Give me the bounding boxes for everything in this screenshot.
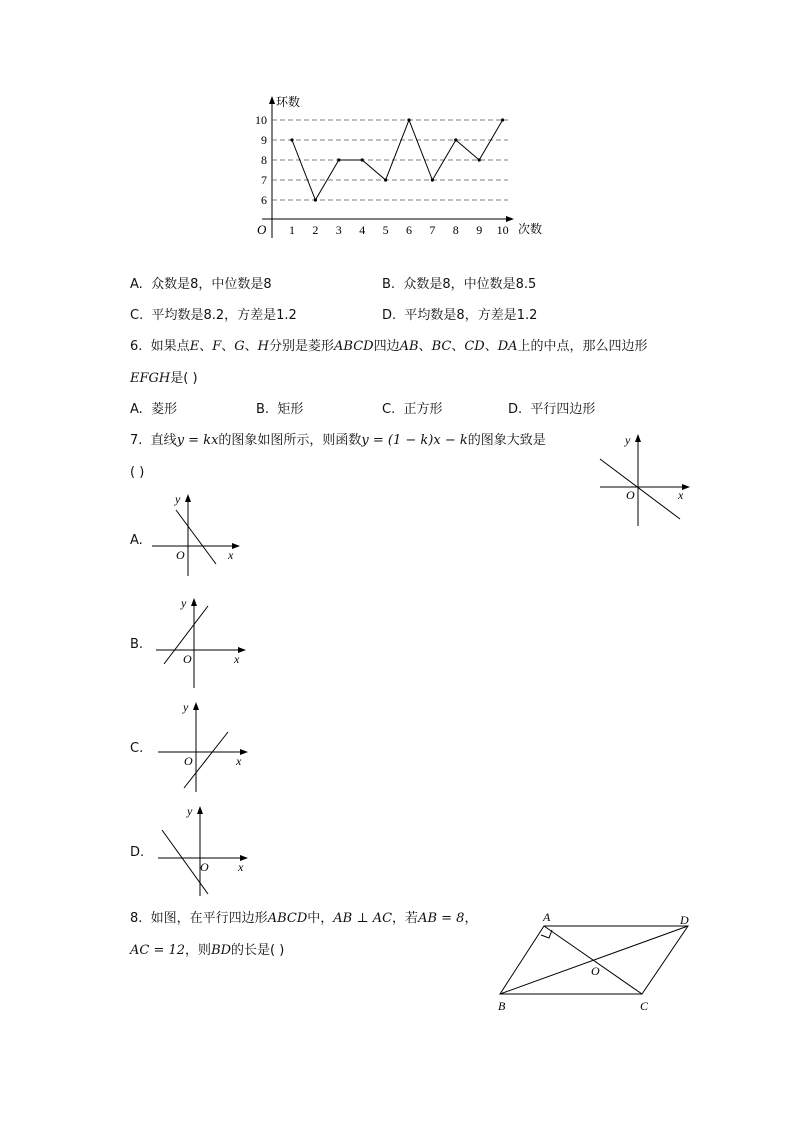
x-tick-label: 9 — [476, 223, 483, 237]
origin-label: O — [176, 548, 185, 562]
x-label: x — [234, 652, 240, 666]
q7-option-c-letter[interactable] — [130, 740, 143, 758]
q8-text: 中， — [307, 911, 334, 926]
q8-text: 如图，在平行四边形 — [150, 911, 268, 926]
question-number: 8. — [130, 911, 143, 926]
y-axis-arrow — [635, 434, 641, 442]
data-point — [454, 138, 457, 141]
data-point — [501, 118, 504, 121]
y-label: y — [175, 492, 181, 506]
x-tick-label: 5 — [382, 223, 389, 237]
x-label: x — [236, 754, 242, 768]
q6-stem-line2 — [130, 370, 198, 388]
y-axis-arrow — [269, 96, 275, 104]
q6-math: CD — [464, 339, 485, 354]
question-number: 7. — [130, 433, 143, 448]
q7-option-d-letter[interactable] — [130, 844, 144, 862]
data-point — [361, 158, 364, 161]
y-axis-arrow — [193, 702, 199, 710]
q7-reference-graph — [594, 428, 694, 528]
y-axis-arrow — [185, 494, 191, 502]
q7-text: 的图象如图所示，则函数 — [218, 433, 362, 448]
option-letter: A. — [130, 402, 143, 417]
x-axis-arrow — [506, 216, 514, 222]
q8-stem-line1 — [130, 910, 477, 928]
vertex-a-label: A — [543, 910, 551, 924]
data-point — [314, 198, 317, 201]
x-axis-title: 次数 — [518, 222, 543, 236]
y-label: y — [625, 433, 631, 447]
q7-stem-line1 — [130, 432, 546, 450]
data-point — [290, 138, 293, 141]
q7-option-a-letter[interactable] — [130, 532, 143, 550]
option-text: 平均数是8.2，方差是1.2 — [151, 308, 297, 323]
y-label: y — [183, 700, 189, 714]
question-number: 6. — [130, 339, 143, 354]
q8-math: AC = 12 — [130, 943, 186, 958]
data-point — [337, 158, 340, 161]
option-letter: C. — [130, 308, 144, 323]
q7-blank: ( ) — [130, 465, 145, 480]
q6-text: 四边 — [373, 339, 400, 354]
right-angle-mark — [541, 930, 552, 938]
x-label: x — [238, 860, 244, 874]
option-letter: B. — [256, 402, 270, 417]
q7-text: 的图象大致是 — [467, 433, 546, 448]
q6-option-b[interactable] — [256, 401, 303, 419]
q8-stem-line2 — [130, 942, 284, 960]
y-axis-title: 环数 — [276, 95, 301, 109]
q6-text: 是( ) — [170, 371, 198, 386]
q5-option-a[interactable] — [130, 276, 272, 294]
x-label: x — [228, 548, 234, 562]
y-label: y — [187, 804, 193, 818]
option-letter: D. — [382, 308, 397, 323]
q8-math: BD — [211, 943, 232, 958]
y-tick-label: 6 — [261, 193, 267, 207]
data-point — [407, 118, 410, 121]
q6-math: EFGH — [130, 371, 171, 386]
option-text: 众数是8，中位数是8.5 — [403, 277, 537, 292]
q6-text: 、 — [244, 339, 258, 354]
x-tick-label: 10 — [496, 223, 509, 237]
option-text: 矩形 — [277, 402, 304, 417]
q5-option-d[interactable] — [382, 307, 537, 325]
q8-math: AB ⊥ AC — [333, 911, 393, 926]
y-tick-label: 9 — [261, 133, 267, 147]
x-tick-label: 6 — [406, 223, 412, 237]
y-tick-label: 8 — [261, 153, 267, 167]
option-letter: C. — [130, 741, 144, 756]
option-letter: A. — [130, 277, 143, 292]
q8-text: ，则 — [185, 943, 212, 958]
q6-text: 如果点 — [150, 339, 190, 354]
option-text: 正方形 — [403, 402, 443, 417]
q8-text: ， — [464, 911, 478, 926]
x-tick-label: 7 — [429, 223, 436, 237]
q7-option-b-graph[interactable] — [150, 592, 250, 692]
q6-math: H — [257, 339, 269, 354]
y-label: y — [181, 596, 187, 610]
q7-text: 直线 — [150, 433, 177, 448]
q6-text: 分别是菱形 — [269, 339, 335, 354]
option-text: 平行四边形 — [530, 402, 596, 417]
center-o-label: O — [591, 964, 600, 978]
q6-option-d[interactable] — [508, 401, 595, 419]
origin-label: O — [184, 754, 193, 768]
option-letter: D. — [130, 845, 145, 860]
q6-math: ABCD — [334, 339, 374, 354]
option-letter: B. — [130, 637, 144, 652]
q6-math: AB — [399, 339, 419, 354]
x-tick-label: 8 — [452, 223, 459, 237]
q6-math: F — [212, 339, 222, 354]
q7-stem-line2 — [130, 464, 144, 482]
data-point — [384, 178, 387, 181]
function-line — [600, 459, 680, 519]
y-tick-label: 10 — [255, 113, 267, 127]
q8-text: ，若 — [392, 911, 419, 926]
option-text: 菱形 — [151, 402, 178, 417]
q6-text: 、 — [484, 339, 498, 354]
vertex-c-label: C — [640, 999, 649, 1013]
q5-option-c[interactable] — [130, 307, 297, 325]
q7-math: y = kx — [176, 433, 219, 448]
option-letter: C. — [382, 402, 396, 417]
q7-option-c-graph[interactable] — [152, 696, 252, 796]
origin-label: O — [257, 222, 267, 237]
origin-label: O — [200, 860, 209, 874]
option-letter: D. — [508, 402, 523, 417]
q6-text: 、 — [221, 339, 235, 354]
q8-math: ABCD — [267, 911, 308, 926]
y-tick-label: 7 — [261, 173, 267, 187]
q6-text: 、 — [451, 339, 465, 354]
x-tick-label: 4 — [359, 223, 366, 237]
data-point — [431, 178, 434, 181]
x-label: x — [678, 488, 684, 502]
q7-math: y = (1 − k)x − k — [361, 433, 468, 448]
vertex-b-label: B — [498, 999, 506, 1013]
option-text: 平均数是8，方差是1.2 — [404, 308, 538, 323]
origin-label: O — [183, 652, 192, 666]
q7-option-a-graph[interactable] — [146, 488, 246, 578]
origin-label: O — [626, 488, 635, 502]
q7-option-d-graph[interactable] — [154, 800, 254, 900]
q6-math: BC — [431, 339, 452, 354]
y-axis-arrow — [197, 806, 203, 814]
q6-math: DA — [497, 339, 518, 354]
option-text: 众数是8，中位数是8 — [151, 277, 272, 292]
q6-math: E — [189, 339, 200, 354]
q6-option-c[interactable] — [382, 401, 443, 419]
x-tick-label: 3 — [335, 223, 342, 237]
q5-option-b[interactable] — [382, 276, 536, 294]
x-tick-label: 2 — [312, 223, 319, 237]
x-tick-label: 1 — [289, 223, 295, 237]
q6-text: 上的中点，那么四边形 — [517, 339, 648, 354]
diagonal-bd — [500, 926, 688, 994]
option-letter: A. — [130, 533, 143, 548]
y-axis-arrow — [191, 598, 197, 606]
q6-math: G — [234, 339, 245, 354]
option-letter: B. — [382, 277, 396, 292]
q6-text: 、 — [418, 339, 432, 354]
q8-parallelogram-figure — [490, 906, 710, 1018]
q6-text: 、 — [199, 339, 213, 354]
q7-option-b-letter[interactable] — [130, 636, 143, 654]
q6-option-a[interactable] — [130, 401, 177, 419]
vertex-d-label: D — [680, 913, 689, 927]
data-point — [478, 158, 481, 161]
line-chart — [240, 88, 560, 248]
q8-math: AB = 8 — [418, 911, 465, 926]
q6-stem-line1 — [130, 338, 648, 356]
q8-text: 的长是( ) — [231, 943, 285, 958]
